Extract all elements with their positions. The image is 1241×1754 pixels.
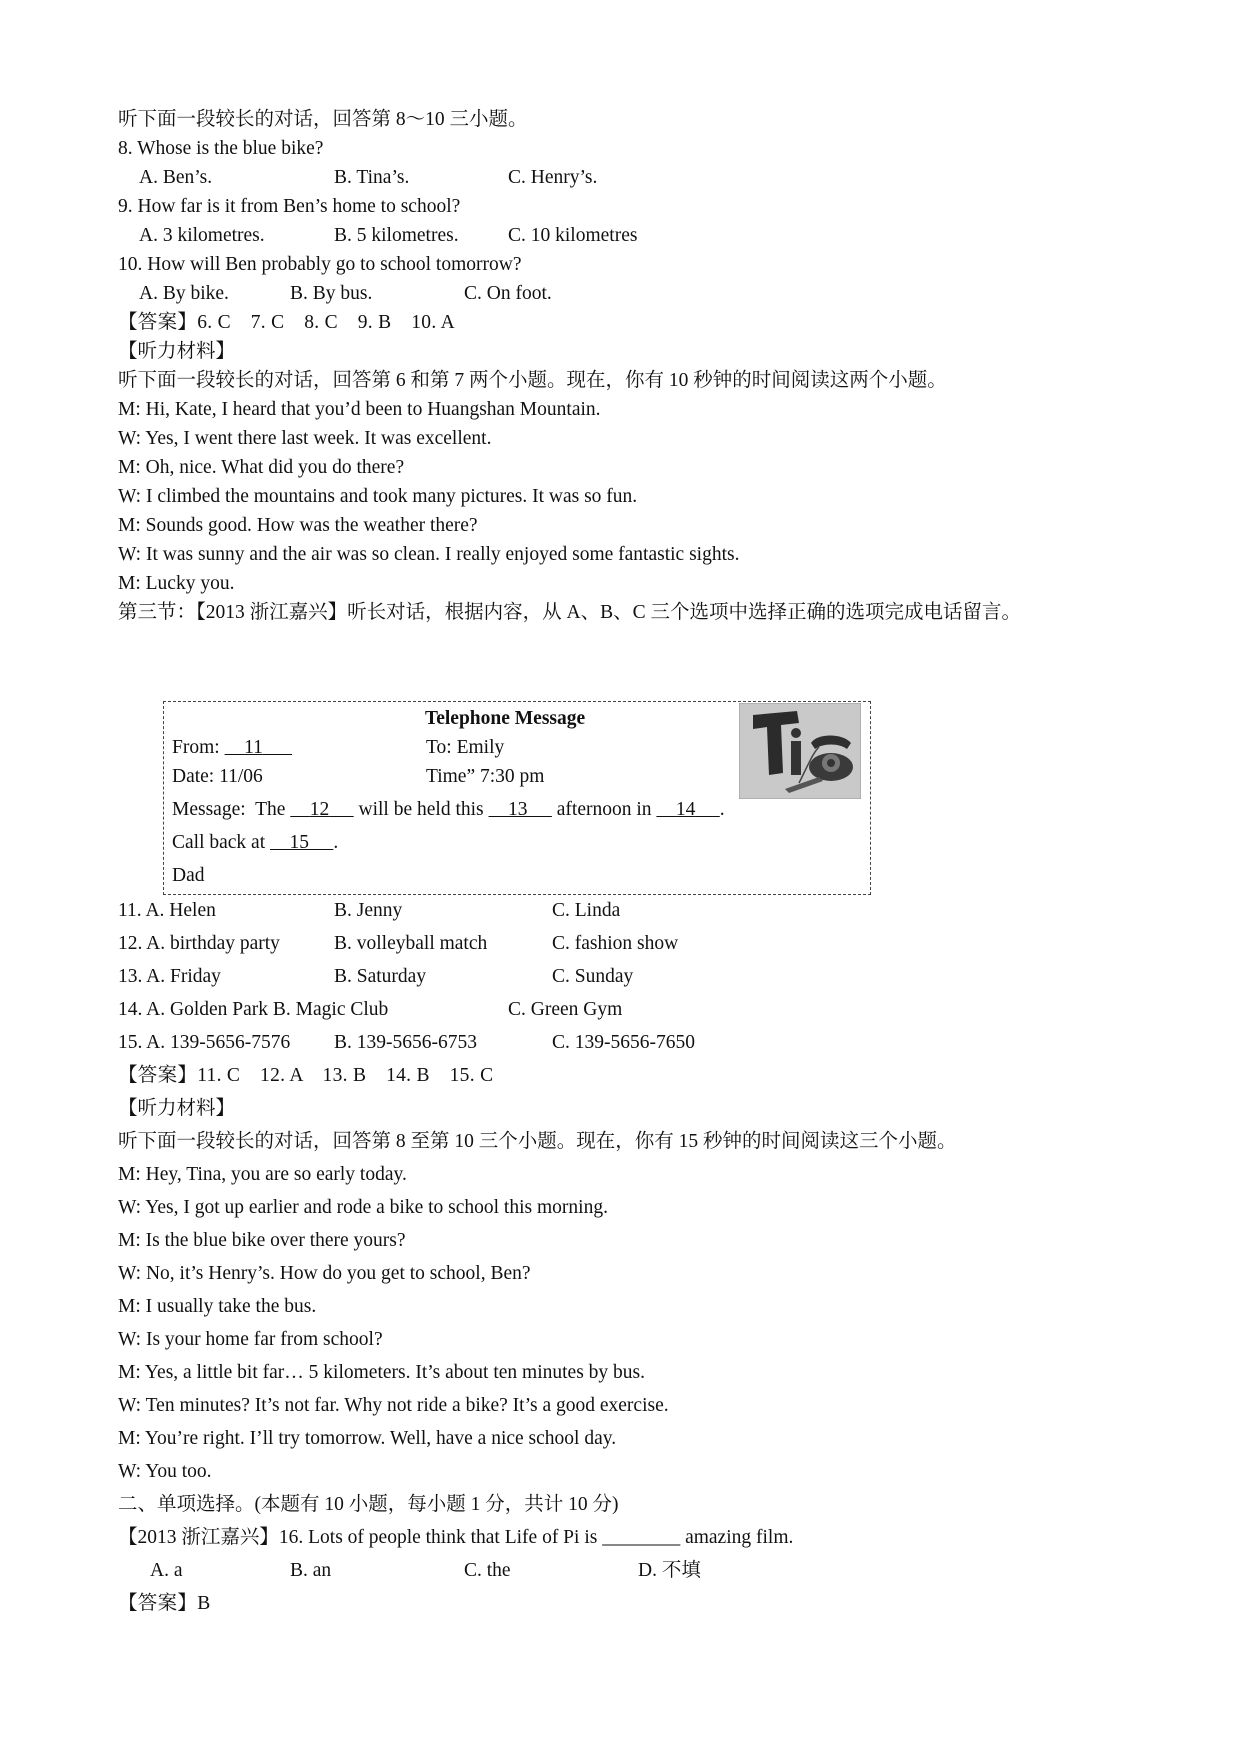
dialogue-line: M: Oh, nice. What did you do there? xyxy=(118,457,405,478)
blank-12 xyxy=(290,799,353,820)
dialogue-line: M: I usually take the bus. xyxy=(118,1296,317,1317)
dialogue-line: W: You too. xyxy=(118,1461,212,1482)
q10-option-c: C. On foot. xyxy=(464,283,552,304)
q8-option-b: B. Tina’s. xyxy=(334,167,410,188)
q9-option-b: B. 5 kilometres. xyxy=(334,225,459,246)
part2-heading: 二、单项选择。(本题有 10 小题，每小题 1 分，共计 10 分) xyxy=(118,1494,619,1515)
message-title: Telephone Message xyxy=(425,708,586,729)
message-date: Date: 11/06 xyxy=(172,766,263,787)
dialogue-line: W: I climbed the mountains and took many pictures. It was so fun. xyxy=(118,486,638,507)
q14-option-c: C. Green Gym xyxy=(508,999,623,1020)
message-body-line: Message: The 12 will be held this 13 afternoon in 14 . xyxy=(172,799,725,820)
dialogue-line: W: Ten minutes? It’s not far. Why not ride a bike? It’s a good exercise. xyxy=(118,1395,669,1416)
message-callback-line: Call back at 15 . xyxy=(172,832,339,853)
question-10: 10. How will Ben probably go to school tomorrow? xyxy=(118,254,522,275)
message-time: Time” 7:30 pm xyxy=(426,766,545,787)
message-the: The xyxy=(255,799,286,820)
q11-option-b: B. Jenny xyxy=(334,900,403,921)
q10-option-a: A. By bike. xyxy=(139,283,229,304)
callback-label: Call back at xyxy=(172,832,266,853)
q16-option-b: B. an xyxy=(290,1560,332,1581)
message-from-line xyxy=(172,735,292,761)
q15-option-a: 15. A. 139-5656-7576 xyxy=(118,1032,291,1053)
q13-option-b: B. Saturday xyxy=(334,966,427,987)
blank-number-11: 11 xyxy=(244,737,263,758)
dialogue-line: M: Lucky you. xyxy=(118,573,235,594)
blank-number-14: 14 xyxy=(675,799,696,820)
q10-option-b: B. By bus. xyxy=(290,283,373,304)
q12-option-b: B. volleyball match xyxy=(334,933,488,954)
message-signature: Dad xyxy=(172,865,205,886)
blank-number-12: 12 xyxy=(309,799,330,820)
blank-14 xyxy=(656,799,719,820)
q15-option-b: B. 139-5656-6753 xyxy=(334,1032,477,1053)
blank-13 xyxy=(489,799,552,820)
q16-option-a: A. a xyxy=(150,1560,183,1581)
q14-options-ab: 14. A. Golden Park B. Magic Club xyxy=(118,999,389,1020)
dialogue-line: M: Sounds good. How was the weather there? xyxy=(118,515,478,536)
blank-number-15: 15 xyxy=(289,832,310,853)
dialogue-line: W: It was sunny and the air was so clean. I really enjoyed some fantastic sights. xyxy=(118,544,740,565)
dialogue-line: W: Yes, I got up earlier and rode a bike to school this morning. xyxy=(118,1197,608,1218)
dialogue-line: W: Yes, I went there last week. It was excellent. xyxy=(118,428,492,449)
blank-15 xyxy=(270,832,333,853)
answer-6-10: 【答案】6. C 7. C 8. C 9. B 10. A xyxy=(118,312,455,333)
dialogue-line: M: Hey, Tina, you are so early today. xyxy=(118,1164,407,1185)
q13-option-a: 13. A. Friday xyxy=(118,966,221,987)
answer-11-15: 【答案】11. C 12. A 13. B 14. B 15. C xyxy=(118,1065,494,1086)
q15-option-c: C. 139-5656-7650 xyxy=(552,1032,695,1053)
dialogue-line: M: You’re right. I’ll try tomorrow. Well, have a nice school day. xyxy=(118,1428,617,1449)
q12-option-c: C. fashion show xyxy=(552,933,679,954)
dialogue-line: W: Is your home far from school? xyxy=(118,1329,383,1350)
q11-option-c: C. Linda xyxy=(552,900,621,921)
message-held: will be held this xyxy=(358,799,484,820)
from-label: From: xyxy=(172,737,220,758)
q9-option-c: C. 10 kilometres xyxy=(508,225,638,246)
answer-16: 【答案】B xyxy=(118,1593,211,1614)
blank-number-13: 13 xyxy=(508,799,528,820)
q8-option-c: C. Henry’s. xyxy=(508,167,598,188)
q8-option-a: A. Ben’s. xyxy=(139,167,213,188)
message-afternoon: afternoon in xyxy=(556,799,652,820)
material-intro-1: 听下面一段较长的对话，回答第 6 和第 7 两个小题。现在，你有 10 秒钟的时间阅读这两个小题。 xyxy=(118,370,947,391)
message-label: Message: xyxy=(172,799,246,820)
question-16: 【2013 浙江嘉兴】16. Lots of people think that Life of Pi is ________ amazing film. xyxy=(118,1527,794,1548)
dialogue-line: M: Hi, Kate, I heard that you’d been to Huangshan Mountain. xyxy=(118,399,601,420)
question-8: 8. Whose is the blue bike? xyxy=(118,138,324,159)
dialogue-line: M: Yes, a little bit far… 5 kilometers. It’s about ten minutes by bus. xyxy=(118,1362,645,1383)
telephone-picture-icon xyxy=(739,703,861,799)
dialogue-line: W: No, it’s Henry’s. How do you get to school, Ben? xyxy=(118,1263,531,1284)
q12-option-a: 12. A. birthday party xyxy=(118,933,280,954)
section-intro-8-10: 听下面一段较长的对话，回答第 8～10 三小题。 xyxy=(118,109,528,130)
from-blank xyxy=(225,737,293,758)
dialogue-line: M: Is the blue bike over there yours? xyxy=(118,1230,406,1251)
q16-option-d: D. 不填 xyxy=(638,1560,701,1581)
material-label-1: 【听力材料】 xyxy=(118,341,236,362)
q16-option-c: C. the xyxy=(464,1560,511,1581)
section3-heading: 第三节：【2013 浙江嘉兴】听长对话，根据内容，从 A、B、C 三个选项中选择正确的选项完成电话留言。 xyxy=(118,602,1021,623)
q9-option-a: A. 3 kilometres. xyxy=(139,225,265,246)
question-9: 9. How far is it from Ben’s home to school? xyxy=(118,196,461,217)
material-label-2: 【听力材料】 xyxy=(118,1098,236,1119)
q11-option-a: 11. A. Helen xyxy=(118,900,216,921)
message-to: To: Emily xyxy=(426,737,505,758)
q13-option-c: C. Sunday xyxy=(552,966,634,987)
material-intro-2: 听下面一段较长的对话，回答第 8 至第 10 三个小题。现在，你有 15 秒钟的时间阅读这三个小题。 xyxy=(118,1131,957,1152)
